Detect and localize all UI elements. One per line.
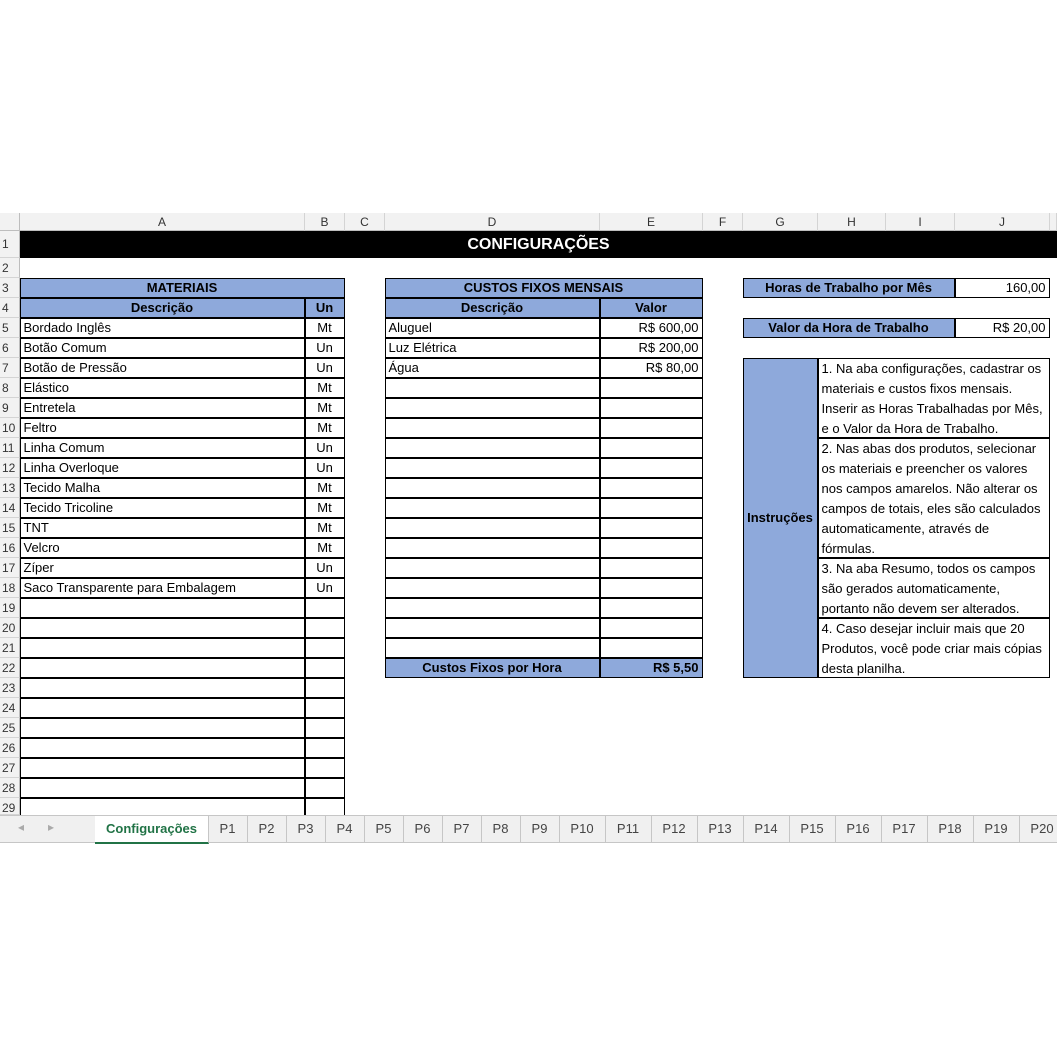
row-header-24[interactable]: 24 (0, 698, 20, 718)
material-descricao-cell[interactable] (20, 758, 305, 778)
material-un-cell[interactable]: Mt (305, 498, 345, 518)
custo-valor-cell[interactable] (600, 378, 703, 398)
custo-descricao-cell[interactable] (385, 618, 600, 638)
row-header-6[interactable]: 6 (0, 338, 20, 358)
custo-descricao-cell[interactable] (385, 398, 600, 418)
row-header-9[interactable]: 9 (0, 398, 20, 418)
material-descricao-cell[interactable]: Zíper (20, 558, 305, 578)
material-un-cell[interactable]: Un (305, 338, 345, 358)
sheet-tab-p4[interactable]: P4 (325, 816, 365, 842)
row-header-4[interactable]: 4 (0, 298, 20, 318)
sheet-tab-p14[interactable]: P14 (743, 816, 790, 842)
custo-valor-cell[interactable] (600, 418, 703, 438)
row-header-2[interactable]: 2 (0, 258, 20, 278)
column-header-A[interactable]: A (20, 213, 305, 231)
sheet-tab-configuracoes[interactable]: Configurações (95, 816, 209, 844)
custo-valor-cell[interactable] (600, 598, 703, 618)
select-all-corner[interactable] (0, 213, 20, 231)
custo-descricao-cell[interactable] (385, 378, 600, 398)
row-header-13[interactable]: 13 (0, 478, 20, 498)
custo-valor-cell[interactable] (600, 478, 703, 498)
custo-descricao-cell[interactable] (385, 458, 600, 478)
custo-valor-cell[interactable] (600, 458, 703, 478)
column-header-H[interactable]: H (818, 213, 886, 231)
sheet-tab-p3[interactable]: P3 (286, 816, 326, 842)
prev-sheet-button[interactable]: ◂ (18, 820, 25, 834)
sheet-tab-p20[interactable]: P20 (1019, 816, 1057, 842)
sheet-tab-p5[interactable]: P5 (364, 816, 404, 842)
material-descricao-cell[interactable] (20, 698, 305, 718)
custo-descricao-cell[interactable] (385, 558, 600, 578)
sheet-tab-p11[interactable]: P11 (605, 816, 652, 842)
material-un-cell[interactable] (305, 718, 345, 738)
material-descricao-cell[interactable] (20, 618, 305, 638)
material-un-cell[interactable]: Mt (305, 518, 345, 538)
custo-descricao-cell[interactable] (385, 498, 600, 518)
row-header-19[interactable]: 19 (0, 598, 20, 618)
material-un-cell[interactable] (305, 678, 345, 698)
column-header-G[interactable]: G (743, 213, 818, 231)
horas-value[interactable]: 160,00 (955, 278, 1050, 298)
column-header-E[interactable]: E (600, 213, 703, 231)
valor-hora-label: Valor da Hora de Trabalho (743, 318, 955, 338)
custo-valor-cell[interactable] (600, 578, 703, 598)
material-descricao-cell[interactable]: Linha Comum (20, 438, 305, 458)
sheet-tab-p15[interactable]: P15 (789, 816, 836, 842)
row-header-25[interactable]: 25 (0, 718, 20, 738)
custo-valor-cell[interactable]: R$ 200,00 (600, 338, 703, 358)
sheet-tab-p8[interactable]: P8 (481, 816, 521, 842)
row-header-15[interactable]: 15 (0, 518, 20, 538)
material-descricao-cell[interactable] (20, 658, 305, 678)
material-un-cell[interactable]: Mt (305, 478, 345, 498)
title-banner[interactable]: CONFIGURAÇÕES (20, 231, 1057, 258)
material-descricao-cell[interactable]: Botão Comum (20, 338, 305, 358)
material-descricao-cell[interactable]: Feltro (20, 418, 305, 438)
custo-descricao-cell[interactable] (385, 518, 600, 538)
sheet-tab-p9[interactable]: P9 (520, 816, 560, 842)
custo-valor-cell[interactable] (600, 398, 703, 418)
material-un-cell[interactable] (305, 598, 345, 618)
custo-descricao-cell[interactable] (385, 478, 600, 498)
column-header-K[interactable] (1050, 213, 1057, 231)
material-un-cell[interactable]: Mt (305, 538, 345, 558)
sheet-tab-p10[interactable]: P10 (559, 816, 606, 842)
custo-valor-cell[interactable] (600, 538, 703, 558)
instrucao-item: 1. Na aba configurações, cadastrar os materiais e custos fixos mensais. Inserir as Horas Trabalhadas por Mês, e o Valor da Hora de Trabalho. (818, 358, 1050, 438)
material-un-cell[interactable]: Un (305, 558, 345, 578)
sheet-tab-p17[interactable]: P17 (881, 816, 928, 842)
materiais-header[interactable]: MATERIAIS (20, 278, 345, 298)
material-descricao-cell[interactable] (20, 778, 305, 798)
row-header-16[interactable]: 16 (0, 538, 20, 558)
material-descricao-cell[interactable] (20, 798, 305, 815)
sheet-tab-p2[interactable]: P2 (247, 816, 287, 842)
custo-descricao-cell[interactable]: Luz Elétrica (385, 338, 600, 358)
material-un-cell[interactable]: Mt (305, 318, 345, 338)
material-un-cell[interactable] (305, 758, 345, 778)
material-descricao-cell[interactable] (20, 638, 305, 658)
material-descricao-cell[interactable]: Linha Overloque (20, 458, 305, 478)
custo-valor-cell[interactable] (600, 638, 703, 658)
material-descricao-cell[interactable]: Bordado Inglês (20, 318, 305, 338)
row-header-22[interactable]: 22 (0, 658, 20, 678)
material-un-cell[interactable]: Mt (305, 398, 345, 418)
custos-col-valor[interactable]: Valor (600, 298, 703, 318)
custo-valor-cell[interactable] (600, 558, 703, 578)
next-sheet-button[interactable]: ▸ (48, 820, 55, 834)
material-descricao-cell[interactable]: Velcro (20, 538, 305, 558)
column-header-F[interactable]: F (703, 213, 743, 231)
row-header-5[interactable]: 5 (0, 318, 20, 338)
materiais-col-un[interactable]: Un (305, 298, 345, 318)
custos-header[interactable]: CUSTOS FIXOS MENSAIS (385, 278, 703, 298)
column-header-B[interactable]: B (305, 213, 345, 231)
column-header-J[interactable]: J (955, 213, 1050, 231)
custos-total-label: Custos Fixos por Hora (385, 658, 600, 678)
custo-descricao-cell[interactable]: Aluguel (385, 318, 600, 338)
sheet-tab-p19[interactable]: P19 (973, 816, 1020, 842)
material-descricao-cell[interactable]: Tecido Tricoline (20, 498, 305, 518)
material-descricao-cell[interactable] (20, 598, 305, 618)
instrucao-item: 3. Na aba Resumo, todos os campos são gerados automaticamente, portanto não devem ser alterados. (818, 558, 1050, 618)
custo-valor-cell[interactable] (600, 498, 703, 518)
row-header-11[interactable]: 11 (0, 438, 20, 458)
custo-descricao-cell[interactable] (385, 438, 600, 458)
sheet-tab-p18[interactable]: P18 (927, 816, 974, 842)
material-un-cell[interactable] (305, 618, 345, 638)
sheet-tab-p16[interactable]: P16 (835, 816, 882, 842)
row-header-23[interactable]: 23 (0, 678, 20, 698)
row-header-7[interactable]: 7 (0, 358, 20, 378)
material-un-cell[interactable] (305, 798, 345, 815)
column-header-C[interactable]: C (345, 213, 385, 231)
sheet-tab-bar (0, 815, 1057, 843)
material-un-cell[interactable] (305, 658, 345, 678)
custo-valor-cell[interactable] (600, 618, 703, 638)
instrucao-item: 2. Nas abas dos produtos, selecionar os materiais e preencher os valores nos campos amarelos. Não alterar os campos de totais, eles são calculados automaticamente, através de fórmulas. (818, 438, 1050, 558)
material-descricao-cell[interactable]: Tecido Malha (20, 478, 305, 498)
row-header-18[interactable]: 18 (0, 578, 20, 598)
material-un-cell[interactable] (305, 738, 345, 758)
row-header-10[interactable]: 10 (0, 418, 20, 438)
custo-descricao-cell[interactable] (385, 578, 600, 598)
custo-descricao-cell[interactable]: Água (385, 358, 600, 378)
material-un-cell[interactable] (305, 638, 345, 658)
horas-label: Horas de Trabalho por Mês (743, 278, 955, 298)
row-header-3[interactable]: 3 (0, 278, 20, 298)
material-descricao-cell[interactable] (20, 718, 305, 738)
custo-valor-cell[interactable]: R$ 80,00 (600, 358, 703, 378)
sheet-tab-p13[interactable]: P13 (697, 816, 744, 842)
row-header-8[interactable]: 8 (0, 378, 20, 398)
custo-descricao-cell[interactable] (385, 538, 600, 558)
custo-valor-cell[interactable]: R$ 600,00 (600, 318, 703, 338)
material-un-cell[interactable]: Un (305, 358, 345, 378)
material-descricao-cell[interactable]: Elástico (20, 378, 305, 398)
sheet-tab-p7[interactable]: P7 (442, 816, 482, 842)
material-descricao-cell[interactable] (20, 678, 305, 698)
material-descricao-cell[interactable]: Saco Transparente para Embalagem (20, 578, 305, 598)
custos-total-value[interactable]: R$ 5,50 (600, 658, 703, 678)
instrucao-item: 4. Caso desejar incluir mais que 20 Produtos, você pode criar mais cópias desta planilha. (818, 618, 1050, 678)
column-header-I[interactable]: I (886, 213, 955, 231)
custo-valor-cell[interactable] (600, 518, 703, 538)
instrucoes-label: Instruções (743, 358, 818, 678)
material-un-cell[interactable]: Un (305, 458, 345, 478)
row-header-26[interactable]: 26 (0, 738, 20, 758)
sheet-tab-p1[interactable]: P1 (208, 816, 248, 842)
material-descricao-cell[interactable]: Botão de Pressão (20, 358, 305, 378)
custo-descricao-cell[interactable] (385, 418, 600, 438)
materiais-col-descricao[interactable]: Descrição (20, 298, 305, 318)
row-header-20[interactable]: 20 (0, 618, 20, 638)
material-un-cell[interactable]: Mt (305, 418, 345, 438)
row-header-1[interactable]: 1 (0, 231, 20, 258)
row-header-12[interactable]: 12 (0, 458, 20, 478)
material-un-cell[interactable] (305, 698, 345, 718)
row-header-21[interactable]: 21 (0, 638, 20, 658)
custo-descricao-cell[interactable] (385, 638, 600, 658)
material-un-cell[interactable]: Un (305, 578, 345, 598)
valor-hora-value[interactable]: R$ 20,00 (955, 318, 1050, 338)
material-un-cell[interactable] (305, 778, 345, 798)
material-descricao-cell[interactable]: TNT (20, 518, 305, 538)
row-header-27[interactable]: 27 (0, 758, 20, 778)
sheet-tab-p12[interactable]: P12 (651, 816, 698, 842)
column-header-D[interactable]: D (385, 213, 600, 231)
material-descricao-cell[interactable] (20, 738, 305, 758)
custo-valor-cell[interactable] (600, 438, 703, 458)
custo-descricao-cell[interactable] (385, 598, 600, 618)
row-header-28[interactable]: 28 (0, 778, 20, 798)
material-descricao-cell[interactable]: Entretela (20, 398, 305, 418)
sheet-tab-p6[interactable]: P6 (403, 816, 443, 842)
row-header-14[interactable]: 14 (0, 498, 20, 518)
material-un-cell[interactable]: Mt (305, 378, 345, 398)
row-header-17[interactable]: 17 (0, 558, 20, 578)
custos-col-descricao[interactable]: Descrição (385, 298, 600, 318)
material-un-cell[interactable]: Un (305, 438, 345, 458)
row-header-29[interactable]: 29 (0, 798, 20, 815)
